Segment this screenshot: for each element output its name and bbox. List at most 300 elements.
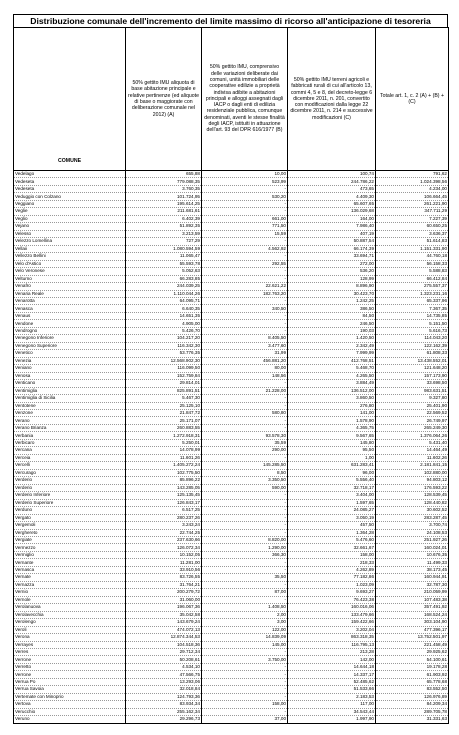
cell-total: 7.227,39 (376, 215, 449, 222)
cell-col-b: - (202, 596, 288, 603)
cell-comune: Vermiglio (14, 551, 126, 558)
table-row (14, 245, 449, 252)
cell-col-c: 76.423,38 (288, 596, 376, 603)
cell-comune: Verolengo (14, 619, 126, 626)
cell-col-a: 3.213,59 (126, 230, 202, 237)
cell-col-b: 182.763,20 (202, 290, 288, 297)
cell-col-c: 246,50 (288, 320, 376, 327)
table-row (14, 663, 449, 670)
cell-total: 60.650,25 (376, 223, 449, 230)
table-row (14, 305, 449, 312)
cell-col-c: 30.423,70 (288, 290, 376, 297)
cell-col-c: 4.365,75 (288, 424, 376, 431)
cell-col-b: - (202, 581, 288, 588)
table-row (14, 215, 449, 222)
cell-col-a: 66.283,85 (126, 275, 202, 282)
cell-comune: Veglie (14, 208, 126, 215)
cell-total: 2.181.841,15 (376, 462, 449, 469)
table-row (14, 701, 449, 708)
table-row (14, 424, 449, 431)
cell-total: 251.927,26 (376, 536, 449, 543)
cell-col-c: 407,19 (288, 230, 376, 237)
cell-comune: Vergiate (14, 536, 126, 543)
table-row (14, 656, 449, 663)
cell-col-c: 5.468,70 (288, 365, 376, 372)
cell-comune: Veniano (14, 365, 126, 372)
cell-col-c: 9.693,27 (288, 589, 376, 596)
cell-comune: Vercelli (14, 462, 126, 469)
cell-comune: Verceia (14, 454, 126, 461)
cell-col-b: - (202, 297, 288, 304)
cell-col-a: 126.843,17 (126, 499, 202, 506)
cell-comune: Verretto (14, 663, 126, 670)
cell-comune: Veduggio con Colzano (14, 193, 126, 200)
cell-total: 121.648,20 (376, 365, 449, 372)
cell-col-a: 25.125,10 (126, 402, 202, 409)
cell-col-a: 6.517,25 (126, 507, 202, 514)
cell-comune: Vernazza (14, 581, 126, 588)
table-row (14, 200, 449, 207)
cell-col-a: 101.724,95 (126, 193, 202, 200)
cell-total: 33.698,50 (376, 380, 449, 387)
cell-comune: Venaus (14, 312, 126, 319)
table-row (14, 716, 449, 723)
cell-col-c: 50.887,54 (288, 238, 376, 245)
cell-col-b: 4.562,92 (202, 245, 288, 252)
cell-col-a: 11.601,26 (126, 454, 202, 461)
cell-total: 261.221,90 (376, 200, 449, 207)
cell-col-b: - (202, 185, 288, 192)
cell-col-b: 292,55 (202, 260, 288, 267)
cell-col-b: 158,00 (202, 701, 288, 708)
table-row (14, 357, 449, 364)
cell-col-c: 14.337,17 (288, 671, 376, 678)
cell-col-a: 237.630,66 (126, 536, 202, 543)
cell-total: 30.602,52 (376, 507, 449, 514)
cell-total: 3.636,37 (376, 230, 449, 237)
cell-total: 265.249,30 (376, 424, 449, 431)
cell-col-b: - (202, 268, 288, 275)
cell-col-b: 1.290,00 (202, 544, 288, 551)
table-row (14, 335, 449, 342)
cell-comune: Verrua Po (14, 678, 126, 685)
cell-total: 22.569,52 (376, 410, 449, 417)
cell-col-b: - (202, 499, 288, 506)
cell-col-c: 457,50 (288, 522, 376, 529)
cell-col-c: 1.997,90 (288, 716, 376, 723)
cell-col-a: 655,88 (126, 171, 202, 178)
table-row (14, 492, 449, 499)
cell-col-a: 31.060,00 (126, 596, 202, 603)
table-row (14, 514, 449, 521)
table-row (14, 484, 449, 491)
cell-col-c: 1.420,50 (288, 335, 376, 342)
cell-comune: Vercana (14, 447, 126, 454)
table-body (14, 171, 449, 723)
cell-total: 791,62 (376, 171, 449, 178)
table-row (14, 268, 449, 275)
cell-col-a: 21.847,72 (126, 410, 202, 417)
cell-col-b: - (202, 424, 288, 431)
cell-col-c: 244.786,22 (288, 178, 376, 185)
cell-col-c: 7.986,40 (288, 223, 376, 230)
cell-comune: Verbicaro (14, 439, 126, 446)
cell-col-b: 456.881,20 (202, 357, 288, 364)
cell-col-c: 190,03 (288, 327, 376, 334)
cell-col-c: 3.202,04 (288, 626, 376, 633)
cell-col-c: 2.183,53 (288, 693, 376, 700)
cell-comune: Verolanuova (14, 604, 126, 611)
cell-total: 66.412,84 (376, 275, 449, 282)
cell-col-b: 580,80 (202, 410, 288, 417)
table-row (14, 253, 449, 260)
cell-col-c: 3.404,00 (288, 492, 376, 499)
cell-col-a: 5.250,01 (126, 439, 202, 446)
cell-total: 347.711,29 (376, 208, 449, 215)
cell-col-b: 10,00 (202, 171, 288, 178)
table-row (14, 611, 449, 618)
cell-comune: Vernate (14, 574, 126, 581)
cell-col-c: 77.182,86 (288, 574, 376, 581)
cell-total: 32.787,30 (376, 581, 449, 588)
cell-comune: Veroli (14, 626, 126, 633)
cell-comune: Vernasca (14, 566, 126, 573)
header-col-b: 50% gettito IMU, comprensivo delle variazioni deliberate dai comuni, unità immobiliari delle cooperative edilizie a proprietà indivisa adibite a abitazioni principali e alloggi assegnati dagli IACP o dagli enti di edilizia residenziale pubblica, comunque denominati, aventi le stesse finalità degli IACP, istituiti in attuazione dell'art. 93 del DPR 616/1977 (B) (202, 28, 288, 171)
cell-col-b: 31,99 (202, 350, 288, 357)
cell-col-c: 213,28 (288, 649, 376, 656)
cell-total: 157.173,90 (376, 372, 449, 379)
cell-col-a: 11.281,00 (126, 559, 202, 566)
cell-col-a: 116.342,30 (126, 342, 202, 349)
cell-col-b: 523,99 (202, 178, 288, 185)
cell-col-a: 727,29 (126, 238, 202, 245)
cell-comune: Verghereto (14, 529, 126, 536)
cell-col-b: - (202, 417, 288, 424)
cell-comune: Velezzo Lomellina (14, 238, 126, 245)
cell-total: 54.100,61 (376, 656, 449, 663)
cell-col-c: 32.661,67 (288, 544, 376, 551)
cell-col-b: - (202, 395, 288, 402)
cell-col-b: - (202, 671, 288, 678)
cell-comune: Vejano (14, 223, 126, 230)
cell-comune: Verderio Superiore (14, 499, 126, 506)
cell-col-b: - (202, 693, 288, 700)
cell-col-a: 779.088,35 (126, 178, 202, 185)
cell-total: 4.234,00 (376, 185, 449, 192)
table-row (14, 185, 449, 192)
table-row (14, 589, 449, 596)
cell-col-c: 218,33 (288, 559, 376, 566)
cell-total: 1.323.231,16 (376, 290, 449, 297)
cell-total: 107.483,38 (376, 596, 449, 603)
table-row (14, 604, 449, 611)
cell-total: 14.464,49 (376, 447, 449, 454)
header-col-c: 50% gettito IMU terreni agricoli e fabbricati rurali di cui all'articolo 13, commi 4, 5 e 8, del decreto-legge 6 dicembre 2011, n. 201, convertito con modificazioni dalla legge 22 dicembre 2011, n. 214 e successive modificazioni (C) (288, 28, 376, 171)
table-row (14, 260, 449, 267)
table-row (14, 395, 449, 402)
cell-col-b: 290,00 (202, 447, 288, 454)
cell-col-c: 133.479,66 (288, 611, 376, 618)
cell-comune: Verderio (14, 484, 126, 491)
header-total: Totale art. 1, c. 2 (A) + (B) + (C) (376, 28, 449, 171)
cell-comune: Verrayes (14, 641, 126, 648)
cell-comune: Venasca (14, 305, 126, 312)
cell-total: 56.158,33 (376, 260, 449, 267)
cell-col-b: - (202, 663, 288, 670)
cell-col-c: 276,80 (288, 402, 376, 409)
table-row (14, 566, 449, 573)
cell-col-a: 55.593,78 (126, 260, 202, 267)
table-row (14, 649, 449, 656)
cell-total: 10.676,35 (376, 551, 449, 558)
table-row (14, 193, 449, 200)
cell-col-c: 3.884,49 (288, 380, 376, 387)
cell-col-a: 104.217,20 (126, 335, 202, 342)
cell-col-c: 1,00 (288, 454, 376, 461)
cell-comune: Venezia (14, 357, 126, 364)
table-row (14, 283, 449, 290)
cell-col-b: 3.750,00 (202, 656, 288, 663)
cell-col-a: 196.067,36 (126, 604, 202, 611)
table-row (14, 693, 449, 700)
cell-col-c: 5.556,40 (288, 477, 376, 484)
cell-col-a: 280.237,26 (126, 514, 202, 521)
cell-total: 7.367,35 (376, 305, 449, 312)
cell-col-a: 255.162,34 (126, 708, 202, 715)
cell-total: 1.376.064,26 (376, 432, 449, 439)
cell-total: 5.151,50 (376, 320, 449, 327)
cell-total: 477.396,17 (376, 626, 449, 633)
table-row (14, 454, 449, 461)
cell-col-a: 50.208,61 (126, 656, 202, 663)
cell-comune: Vergemoli (14, 522, 126, 529)
cell-total: 13.752.501,97 (376, 634, 449, 641)
cell-col-b: - (202, 678, 288, 685)
cell-col-c: 631.283,41 (288, 462, 376, 469)
cell-col-a: 53.776,35 (126, 350, 202, 357)
cell-total: 106.664,45 (376, 193, 449, 200)
cell-col-b: 87,00 (202, 589, 288, 596)
cell-col-b: - (202, 514, 288, 521)
cell-col-c: 7.999,99 (288, 350, 376, 357)
cell-total: 1.024.398,56 (376, 178, 449, 185)
table-row (14, 439, 449, 446)
cell-col-b: 14.839,09 (202, 634, 288, 641)
cell-total: 65.337,96 (376, 297, 449, 304)
table-row (14, 544, 449, 551)
table-row (14, 678, 449, 685)
cell-col-a: 29.814,01 (126, 380, 202, 387)
cell-col-a: 32.018,84 (126, 686, 202, 693)
cell-col-a: 244.039,25 (126, 283, 202, 290)
table-row (14, 312, 449, 319)
cell-col-a: 47.566,75 (126, 671, 202, 678)
cell-comune: Vellezzo Bellini (14, 253, 126, 260)
cell-col-a: 200.279,72 (126, 589, 202, 596)
cell-col-a: 12.874.344,53 (126, 634, 202, 641)
cell-col-a: 12.568.902,30 (126, 357, 202, 364)
cell-col-b: - (202, 238, 288, 245)
cell-comune: Vedelago (14, 171, 126, 178)
table-row (14, 619, 449, 626)
cell-col-b: - (202, 566, 288, 573)
cell-col-a: 25.171,07 (126, 417, 202, 424)
cell-col-b: 93.578,30 (202, 432, 288, 439)
cell-col-a: 260.883,55 (126, 424, 202, 431)
cell-col-c: 128,99 (288, 275, 376, 282)
table-row (14, 290, 449, 297)
cell-comune: Vertemate con Minoprio (14, 693, 126, 700)
cell-col-b: 8.405,50 (202, 335, 288, 342)
cell-comune: Venzone (14, 410, 126, 417)
table-row (14, 350, 449, 357)
cell-total: 61.808,33 (376, 350, 449, 357)
cell-comune: Vernole (14, 596, 126, 603)
cell-comune: Venetico (14, 350, 126, 357)
cell-total: 983.631,51 (376, 387, 449, 394)
document-title: Distribuzione comunale dell'incremento del limite massimo di ricorso all'anticipazione di tesoreria (13, 14, 448, 28)
cell-total: 114.043,20 (376, 335, 449, 342)
cell-col-c: 473,65 (288, 185, 376, 192)
cell-col-b: 145.285,50 (202, 462, 288, 469)
table-row (14, 536, 449, 543)
cell-col-c: 66.174,39 (288, 245, 376, 252)
cell-col-b: - (202, 312, 288, 319)
cell-col-b: 3.477,60 (202, 342, 288, 349)
cell-col-c: 136.512,00 (288, 387, 376, 394)
cell-total: 126.976,89 (376, 693, 449, 700)
cell-total: 128.440,82 (376, 499, 449, 506)
cell-comune: Venticano (14, 380, 126, 387)
cell-col-b: - (202, 380, 288, 387)
cell-col-c: 536,20 (288, 268, 376, 275)
table-row (14, 574, 449, 581)
cell-total: 122.162,39 (376, 342, 449, 349)
cell-total: 357.491,92 (376, 604, 449, 611)
cell-col-a: 3.243,24 (126, 522, 202, 529)
cell-comune: Vernio (14, 589, 126, 596)
cell-col-c: 1.364,28 (288, 529, 376, 536)
cell-total: 25.401,90 (376, 402, 449, 409)
cell-comune: Velturno (14, 275, 126, 282)
table-row (14, 522, 449, 529)
cell-comune: Verduno (14, 507, 126, 514)
cell-col-c: 32.718,17 (288, 484, 376, 491)
cell-col-b: 771,50 (202, 223, 288, 230)
table-row (14, 297, 449, 304)
cell-comune: Ventimiglia (14, 387, 126, 394)
header-col-a: 50% gettito IMU aliquota di base abitazione principale e relative pertinenze (ed aliquote di base o maggiorate con deliberazione comunale nel 2012) (A) (126, 28, 202, 171)
cell-col-a: 3.760,35 (126, 185, 202, 192)
cell-col-c: 1.578,90 (288, 417, 376, 424)
cell-col-a: 143.285,05 (126, 484, 202, 491)
cell-total: 3.700,74 (376, 522, 449, 529)
cell-col-b: 35,59 (202, 439, 288, 446)
cell-col-a: 211.681,61 (126, 208, 202, 215)
cell-col-c: 52.485,62 (288, 678, 376, 685)
cell-col-b: 122,00 (202, 626, 288, 633)
cell-total: 44.760,18 (376, 253, 449, 260)
table-row (14, 477, 449, 484)
table-row (14, 499, 449, 506)
cell-col-c: 136.029,68 (288, 208, 376, 215)
cell-col-a: 5.052,63 (126, 268, 202, 275)
cell-col-c: 116.795,13 (288, 641, 376, 648)
cell-comune: Vermezzo (14, 544, 126, 551)
cell-comune: Verrone (14, 671, 126, 678)
cell-col-a: 31.764,21 (126, 581, 202, 588)
cell-col-b: - (202, 200, 288, 207)
cell-total: 303.104,90 (376, 619, 449, 626)
cell-col-b: 530,20 (202, 193, 288, 200)
cell-col-c: 14.644,18 (288, 663, 376, 670)
table-row (14, 223, 449, 230)
cell-comune: Velo Veronese (14, 268, 126, 275)
cell-total: 83.552,50 (376, 686, 449, 693)
cell-col-b: 21.228,00 (202, 387, 288, 394)
cell-col-c: 160.016,06 (288, 604, 376, 611)
cell-col-a: 104.518,36 (126, 641, 202, 648)
cell-col-a: 5.467,30 (126, 395, 202, 402)
cell-comune: Ventotene (14, 402, 126, 409)
table-row (14, 372, 449, 379)
table-row (14, 238, 449, 245)
cell-col-a: 1.080.594,59 (126, 245, 202, 252)
cell-col-b: 37,00 (202, 716, 288, 723)
cell-col-a: 6.402,39 (126, 215, 202, 222)
cell-comune: Verano (14, 417, 126, 424)
cell-total: 160.024,01 (376, 544, 449, 551)
cell-col-b: - (202, 402, 288, 409)
cell-col-b: - (202, 492, 288, 499)
cell-total: 19.178,28 (376, 663, 449, 670)
cell-col-a: 825.891,51 (126, 387, 202, 394)
cell-total: 51.614,83 (376, 238, 449, 245)
cell-col-b: - (202, 559, 288, 566)
cell-col-b: - (202, 507, 288, 514)
table-row (14, 447, 449, 454)
table-row (14, 469, 449, 476)
cell-col-c: 142,00 (288, 656, 376, 663)
cell-col-c: 863.318,35 (288, 634, 376, 641)
cell-col-b: 590,00 (202, 484, 288, 491)
cell-col-b: 8.820,00 (202, 536, 288, 543)
cell-col-c: 1.242,25 (288, 297, 376, 304)
cell-comune: Verrone (14, 656, 126, 663)
cell-total: 29.925,62 (376, 649, 449, 656)
cell-col-b: - (202, 208, 288, 215)
cell-col-b: 3,00 (202, 619, 288, 626)
cell-col-b: 340,50 (202, 305, 288, 312)
cell-col-a: 10.152,05 (126, 551, 202, 558)
cell-col-a: 14.078,99 (126, 447, 202, 454)
cell-comune: Venegono Superiore (14, 342, 126, 349)
table-row (14, 581, 449, 588)
cell-total: 13.438.552,01 (376, 357, 449, 364)
table-row (14, 327, 449, 334)
cell-col-b: - (202, 529, 288, 536)
table-row (14, 634, 449, 641)
cell-comune: Veglio (14, 215, 126, 222)
cell-total: 61.903,92 (376, 671, 449, 678)
cell-total: 5.616,73 (376, 327, 449, 334)
cell-col-b: - (202, 522, 288, 529)
table-row (14, 641, 449, 648)
cell-col-a: 102.775,50 (126, 469, 202, 476)
cell-col-b: 35,50 (202, 574, 288, 581)
cell-col-c: 3.860,50 (288, 395, 376, 402)
cell-col-c: 4.265,50 (288, 372, 376, 379)
